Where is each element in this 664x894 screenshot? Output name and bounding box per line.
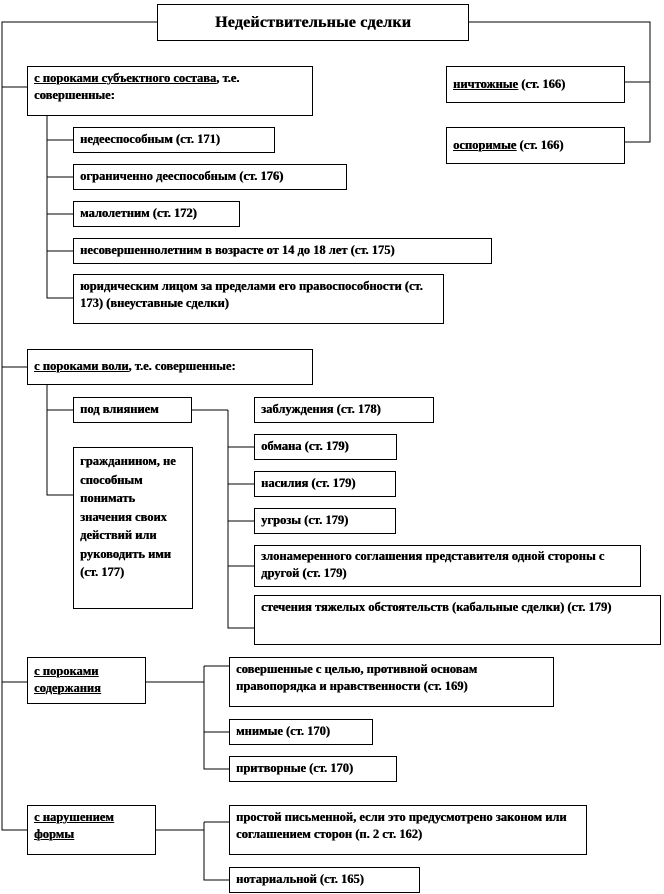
subject-item-legal-entity xyxy=(73,274,444,324)
group-subject-rest: , т.е. совершенные: xyxy=(34,71,240,102)
incapable-citizen-text: гражданином, не способным понимать значения своих действий или руководить ими (ст. 177) xyxy=(80,454,176,579)
form-item-written xyxy=(229,805,587,855)
influence-item-text: стечения тяжелых обстоятельств (кабальные сделки) (ст. 179) xyxy=(261,600,612,614)
group-subject-label: с пороками субъектного состава xyxy=(34,71,217,85)
subject-item-text: недееспособным (ст. 171) xyxy=(80,132,220,146)
influence-item-error xyxy=(254,397,434,423)
subject-item-text: несовершеннолетним в возрасте от 14 до 18 лет (ст. 175) xyxy=(80,243,395,257)
title-text: Недействительные сделки xyxy=(214,14,412,31)
void-label: ничтожные xyxy=(453,77,518,91)
voidable-label: оспоримые xyxy=(453,138,517,152)
under-influence-text: под влиянием xyxy=(80,402,159,416)
influence-item-text: насилия (ст. 179) xyxy=(261,476,356,490)
influence-item-collusion xyxy=(254,545,641,587)
content-item-text: совершенные с целью, противной основам правопорядка и нравственности (ст. 169) xyxy=(236,662,478,693)
subject-item-text: ограниченно дееспособным (ст. 176) xyxy=(80,169,284,183)
diagram-title xyxy=(157,4,469,41)
influence-item-hardship xyxy=(254,595,661,645)
group-subject-box xyxy=(27,66,313,116)
subject-item-incapable xyxy=(73,127,275,153)
subject-subtree-line xyxy=(47,116,73,298)
form-item-text: нотариальной (ст. 165) xyxy=(236,872,364,886)
group-form-box xyxy=(27,805,156,855)
influence-item-text: злонамеренного соглашения представителя одной стороны с другой (ст. 179) xyxy=(261,549,605,580)
group-form-label: с нарушением формы xyxy=(34,810,114,841)
group-will-rest: , т.е. совершенные: xyxy=(128,359,236,373)
group-will-box xyxy=(27,349,313,385)
content-subtree-line xyxy=(204,666,229,769)
content-item-immoral xyxy=(229,657,554,707)
form-item-text: простой письменной, если это предусмотрено законом или соглашением сторон (п. 2 ст. 162) xyxy=(236,810,567,841)
void-ref: (ст. 166) xyxy=(517,77,566,91)
content-item-text: притворные (ст. 170) xyxy=(236,761,354,775)
subject-item-limited xyxy=(73,164,347,190)
voidable-ref: (ст. 166) xyxy=(516,138,564,152)
influence-item-threat xyxy=(254,508,396,534)
form-item-notarial xyxy=(229,867,420,893)
subject-item-minor xyxy=(73,201,240,227)
influence-item-fraud xyxy=(254,434,397,460)
incapable-citizen-box xyxy=(73,447,193,609)
content-item-sham xyxy=(229,719,373,745)
subject-item-text: малолетним (ст. 172) xyxy=(80,206,197,220)
content-item-text: мнимые (ст. 170) xyxy=(236,724,330,738)
subject-item-adolescent xyxy=(73,238,492,264)
under-influence-box xyxy=(73,397,192,423)
void-transactions-box xyxy=(446,66,625,103)
content-item-pretend xyxy=(229,756,397,782)
group-content-box xyxy=(27,657,146,704)
influence-item-text: угрозы (ст. 179) xyxy=(261,513,349,527)
influence-item-text: обмана (ст. 179) xyxy=(261,439,349,453)
influence-item-violence xyxy=(254,471,396,497)
influence-item-text: заблуждения (ст. 178) xyxy=(261,402,381,416)
group-will-label: с пороками воли xyxy=(34,359,129,373)
will-subtree-line xyxy=(47,385,73,495)
group-content-label: с пороками содержания xyxy=(34,664,101,695)
subject-item-text: юридическим лицом за пределами его правоспособности (ст. 173) (внеуставные сделки) xyxy=(80,279,423,310)
voidable-transactions-box xyxy=(446,127,625,164)
form-subtree-line xyxy=(204,822,229,880)
influence-subtree-line xyxy=(228,410,254,628)
